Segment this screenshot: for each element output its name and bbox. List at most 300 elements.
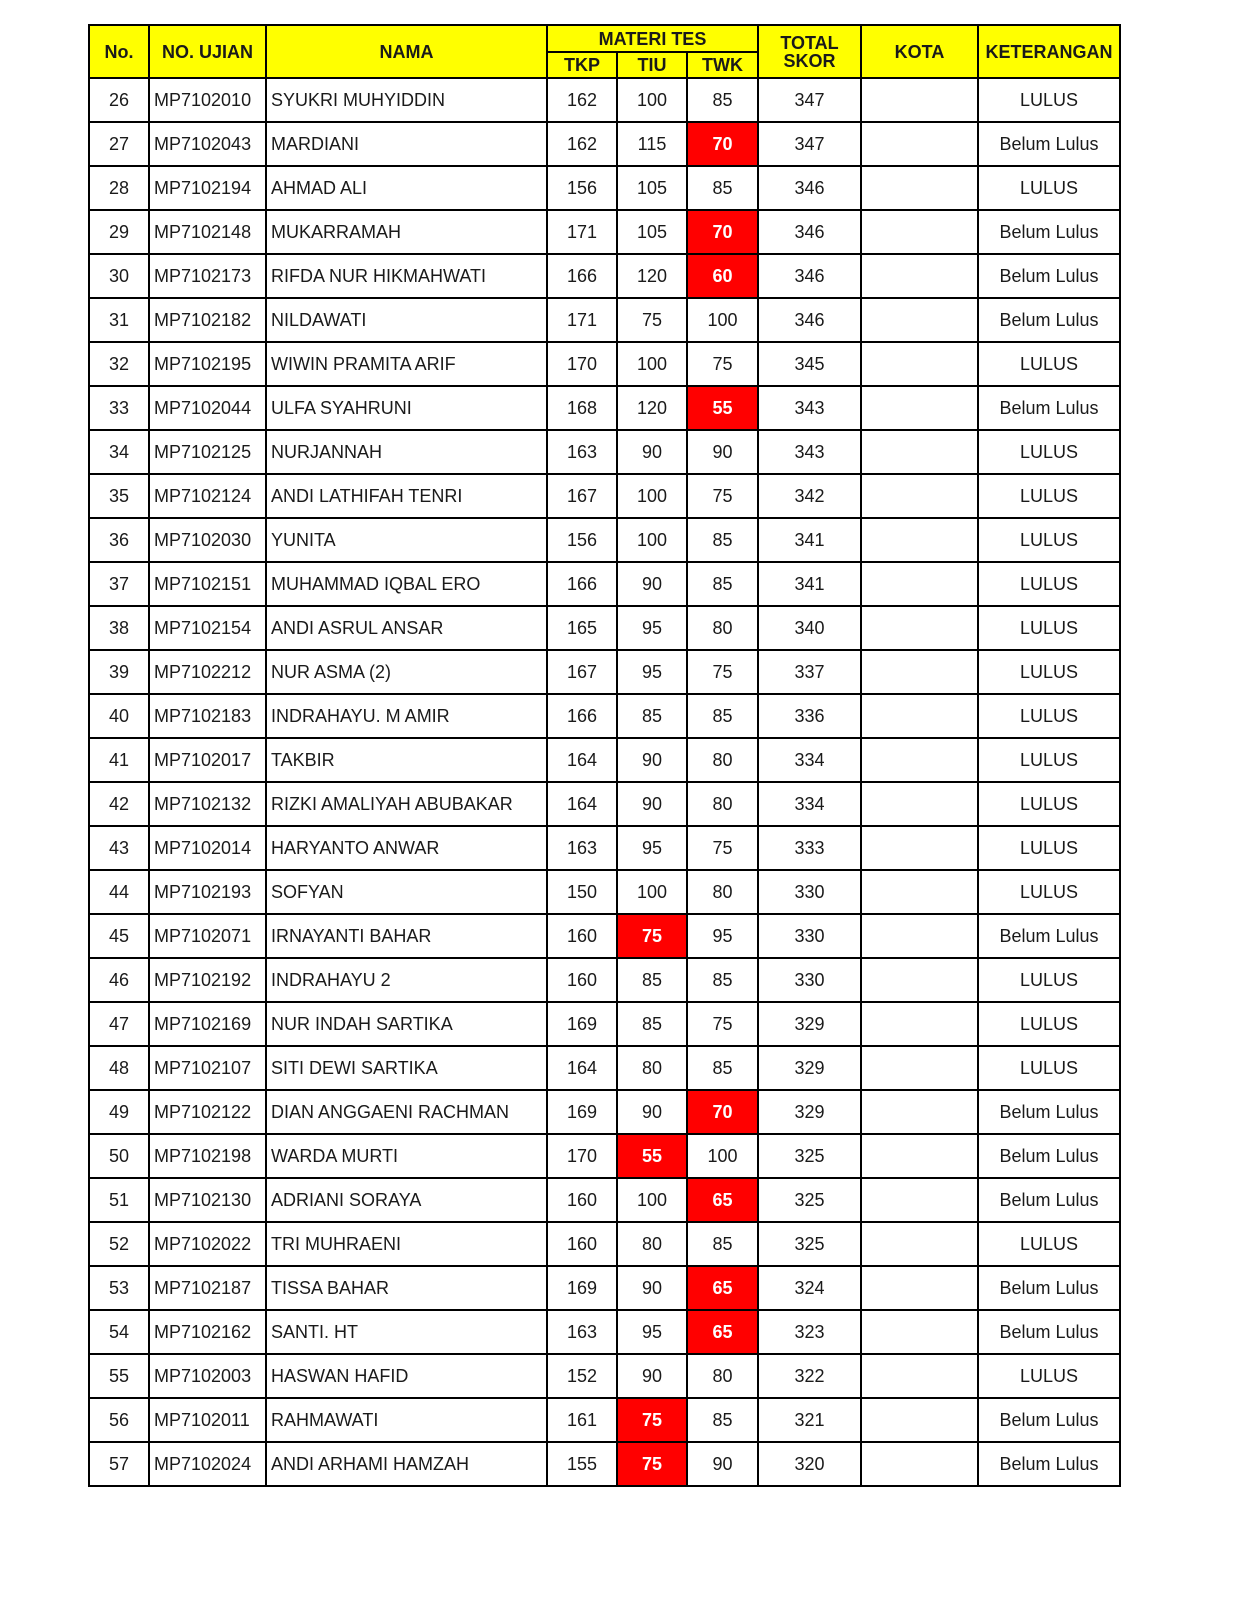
cell-twk: 65 <box>687 1178 758 1222</box>
cell-twk: 70 <box>687 122 758 166</box>
cell-twk: 75 <box>687 826 758 870</box>
cell-keterangan: LULUS <box>978 1354 1120 1398</box>
cell-no-ujian: MP7102124 <box>149 474 266 518</box>
header-tkp: TKP <box>547 52 617 78</box>
table-row <box>89 826 1120 870</box>
cell-no: 57 <box>89 1442 149 1486</box>
cell-no: 26 <box>89 78 149 122</box>
cell-no-ujian: MP7102212 <box>149 650 266 694</box>
cell-total-skor: 343 <box>758 430 861 474</box>
cell-total-skor: 323 <box>758 1310 861 1354</box>
cell-keterangan: LULUS <box>978 606 1120 650</box>
cell-kota <box>861 78 978 122</box>
cell-tiu: 100 <box>617 870 687 914</box>
table-row <box>89 430 1120 474</box>
cell-keterangan: Belum Lulus <box>978 298 1120 342</box>
cell-keterangan: Belum Lulus <box>978 1134 1120 1178</box>
cell-tiu: 105 <box>617 210 687 254</box>
cell-total-skor: 330 <box>758 914 861 958</box>
table-row <box>89 210 1120 254</box>
cell-no-ujian: MP7102151 <box>149 562 266 606</box>
cell-tkp: 163 <box>547 1310 617 1354</box>
cell-total-skor: 345 <box>758 342 861 386</box>
table-row <box>89 1134 1120 1178</box>
cell-no-ujian: MP7102003 <box>149 1354 266 1398</box>
table-row <box>89 1442 1120 1486</box>
cell-kota <box>861 1134 978 1178</box>
cell-kota <box>861 870 978 914</box>
cell-twk: 80 <box>687 738 758 782</box>
header-keterangan: KETERANGAN <box>978 25 1120 78</box>
cell-tiu: 90 <box>617 1354 687 1398</box>
cell-keterangan: Belum Lulus <box>978 1442 1120 1486</box>
table-row <box>89 342 1120 386</box>
cell-nama: MARDIANI <box>266 122 547 166</box>
cell-nama: YUNITA <box>266 518 547 562</box>
cell-twk: 80 <box>687 782 758 826</box>
cell-twk: 75 <box>687 650 758 694</box>
cell-tkp: 156 <box>547 518 617 562</box>
cell-tkp: 169 <box>547 1090 617 1134</box>
cell-tiu: 90 <box>617 430 687 474</box>
table-row <box>89 914 1120 958</box>
cell-nama: DIAN ANGGAENI RACHMAN <box>266 1090 547 1134</box>
cell-total-skor: 341 <box>758 562 861 606</box>
cell-kota <box>861 562 978 606</box>
cell-keterangan: LULUS <box>978 474 1120 518</box>
cell-nama: SYUKRI MUHYIDDIN <box>266 78 547 122</box>
cell-tkp: 166 <box>547 562 617 606</box>
table-row <box>89 386 1120 430</box>
cell-twk: 60 <box>687 254 758 298</box>
cell-keterangan: LULUS <box>978 826 1120 870</box>
cell-tkp: 167 <box>547 474 617 518</box>
cell-keterangan: Belum Lulus <box>978 210 1120 254</box>
cell-tkp: 165 <box>547 606 617 650</box>
cell-nama: MUHAMMAD IQBAL ERO <box>266 562 547 606</box>
cell-total-skor: 346 <box>758 166 861 210</box>
header-no-ujian: NO. UJIAN <box>149 25 266 78</box>
cell-tiu: 85 <box>617 694 687 738</box>
cell-no: 54 <box>89 1310 149 1354</box>
table-row <box>89 1002 1120 1046</box>
cell-nama: RIFDA NUR HIKMAHWATI <box>266 254 547 298</box>
cell-no-ujian: MP7102183 <box>149 694 266 738</box>
cell-tkp: 150 <box>547 870 617 914</box>
cell-no-ujian: MP7102030 <box>149 518 266 562</box>
table-row <box>89 1178 1120 1222</box>
cell-no-ujian: MP7102148 <box>149 210 266 254</box>
cell-kota <box>861 1398 978 1442</box>
cell-tkp: 160 <box>547 958 617 1002</box>
cell-nama: SOFYAN <box>266 870 547 914</box>
cell-twk: 95 <box>687 914 758 958</box>
cell-twk: 75 <box>687 474 758 518</box>
cell-keterangan: LULUS <box>978 738 1120 782</box>
cell-kota <box>861 606 978 650</box>
cell-kota <box>861 782 978 826</box>
cell-tiu: 90 <box>617 738 687 782</box>
cell-tkp: 162 <box>547 122 617 166</box>
cell-no: 39 <box>89 650 149 694</box>
cell-kota <box>861 1046 978 1090</box>
cell-tiu: 90 <box>617 782 687 826</box>
cell-twk: 85 <box>687 1046 758 1090</box>
cell-tkp: 161 <box>547 1398 617 1442</box>
cell-total-skor: 346 <box>758 210 861 254</box>
cell-tkp: 160 <box>547 1222 617 1266</box>
cell-total-skor: 330 <box>758 870 861 914</box>
table-row <box>89 474 1120 518</box>
cell-no-ujian: MP7102043 <box>149 122 266 166</box>
cell-tkp: 155 <box>547 1442 617 1486</box>
cell-total-skor: 347 <box>758 122 861 166</box>
cell-tkp: 163 <box>547 826 617 870</box>
cell-kota <box>861 210 978 254</box>
cell-no: 47 <box>89 1002 149 1046</box>
cell-tiu: 100 <box>617 1178 687 1222</box>
cell-nama: ANDI ASRUL ANSAR <box>266 606 547 650</box>
cell-kota <box>861 254 978 298</box>
cell-tkp: 169 <box>547 1266 617 1310</box>
cell-nama: SITI DEWI SARTIKA <box>266 1046 547 1090</box>
table-row <box>89 122 1120 166</box>
cell-kota <box>861 1266 978 1310</box>
cell-tiu: 120 <box>617 254 687 298</box>
cell-nama: NURJANNAH <box>266 430 547 474</box>
cell-no: 38 <box>89 606 149 650</box>
cell-no-ujian: MP7102195 <box>149 342 266 386</box>
cell-keterangan: Belum Lulus <box>978 1398 1120 1442</box>
cell-tkp: 166 <box>547 694 617 738</box>
cell-tkp: 170 <box>547 342 617 386</box>
cell-total-skor: 325 <box>758 1134 861 1178</box>
table-row <box>89 562 1120 606</box>
cell-no: 52 <box>89 1222 149 1266</box>
cell-kota <box>861 1354 978 1398</box>
cell-nama: TRI MUHRAENI <box>266 1222 547 1266</box>
cell-nama: INDRAHAYU 2 <box>266 958 547 1002</box>
cell-nama: MUKARRAMAH <box>266 210 547 254</box>
cell-twk: 80 <box>687 606 758 650</box>
cell-no-ujian: MP7102022 <box>149 1222 266 1266</box>
header-total-line2: SKOR <box>783 50 836 71</box>
cell-nama: ANDI LATHIFAH TENRI <box>266 474 547 518</box>
cell-kota <box>861 1090 978 1134</box>
cell-kota <box>861 1222 978 1266</box>
cell-twk: 85 <box>687 1222 758 1266</box>
cell-kota <box>861 914 978 958</box>
cell-total-skor: 347 <box>758 78 861 122</box>
cell-tkp: 168 <box>547 386 617 430</box>
cell-kota <box>861 694 978 738</box>
cell-twk: 65 <box>687 1310 758 1354</box>
cell-tkp: 167 <box>547 650 617 694</box>
cell-no: 49 <box>89 1090 149 1134</box>
cell-nama: SANTI. HT <box>266 1310 547 1354</box>
cell-no-ujian: MP7102125 <box>149 430 266 474</box>
cell-tiu: 100 <box>617 474 687 518</box>
cell-total-skor: 320 <box>758 1442 861 1486</box>
cell-no: 35 <box>89 474 149 518</box>
cell-tiu: 100 <box>617 78 687 122</box>
table-row <box>89 1310 1120 1354</box>
cell-kota <box>861 1178 978 1222</box>
cell-total-skor: 340 <box>758 606 861 650</box>
cell-kota <box>861 1442 978 1486</box>
table-row <box>89 1046 1120 1090</box>
cell-tiu: 105 <box>617 166 687 210</box>
cell-no: 29 <box>89 210 149 254</box>
cell-keterangan: Belum Lulus <box>978 1310 1120 1354</box>
cell-keterangan: Belum Lulus <box>978 386 1120 430</box>
cell-tiu: 115 <box>617 122 687 166</box>
cell-tiu: 80 <box>617 1046 687 1090</box>
table-row <box>89 1090 1120 1134</box>
table-row <box>89 1222 1120 1266</box>
cell-total-skor: 322 <box>758 1354 861 1398</box>
table-row <box>89 606 1120 650</box>
cell-kota <box>861 518 978 562</box>
header-materi-tes: MATERI TES <box>547 25 758 52</box>
cell-total-skor: 321 <box>758 1398 861 1442</box>
cell-no: 37 <box>89 562 149 606</box>
cell-keterangan: Belum Lulus <box>978 122 1120 166</box>
cell-keterangan: LULUS <box>978 650 1120 694</box>
cell-tiu: 100 <box>617 518 687 562</box>
cell-tkp: 152 <box>547 1354 617 1398</box>
cell-kota <box>861 474 978 518</box>
cell-total-skor: 329 <box>758 1046 861 1090</box>
cell-twk: 70 <box>687 210 758 254</box>
cell-total-skor: 329 <box>758 1002 861 1046</box>
cell-kota <box>861 430 978 474</box>
table-row <box>89 166 1120 210</box>
cell-keterangan: LULUS <box>978 342 1120 386</box>
cell-no-ujian: MP7102154 <box>149 606 266 650</box>
cell-no-ujian: MP7102071 <box>149 914 266 958</box>
cell-kota <box>861 1310 978 1354</box>
cell-keterangan: Belum Lulus <box>978 914 1120 958</box>
cell-tiu: 95 <box>617 1310 687 1354</box>
cell-nama: WARDA MURTI <box>266 1134 547 1178</box>
header-total-line1: TOTAL <box>780 32 839 53</box>
cell-twk: 85 <box>687 958 758 1002</box>
cell-tiu: 120 <box>617 386 687 430</box>
cell-no-ujian: MP7102130 <box>149 1178 266 1222</box>
cell-no: 45 <box>89 914 149 958</box>
cell-no: 50 <box>89 1134 149 1178</box>
cell-tiu: 75 <box>617 1398 687 1442</box>
cell-no-ujian: MP7102182 <box>149 298 266 342</box>
cell-keterangan: LULUS <box>978 1046 1120 1090</box>
cell-no: 40 <box>89 694 149 738</box>
cell-no: 53 <box>89 1266 149 1310</box>
cell-no-ujian: MP7102173 <box>149 254 266 298</box>
cell-total-skor: 325 <box>758 1178 861 1222</box>
header-total-skor <box>758 25 861 78</box>
cell-tkp: 163 <box>547 430 617 474</box>
cell-tiu: 100 <box>617 342 687 386</box>
header-tiu: TIU <box>617 52 687 78</box>
cell-total-skor: 341 <box>758 518 861 562</box>
cell-tkp: 169 <box>547 1002 617 1046</box>
cell-kota <box>861 298 978 342</box>
cell-no-ujian: MP7102132 <box>149 782 266 826</box>
cell-twk: 90 <box>687 430 758 474</box>
cell-tiu: 95 <box>617 826 687 870</box>
cell-nama: NUR INDAH SARTIKA <box>266 1002 547 1046</box>
cell-keterangan: LULUS <box>978 430 1120 474</box>
cell-no-ujian: MP7102122 <box>149 1090 266 1134</box>
table-row <box>89 782 1120 826</box>
cell-no-ujian: MP7102017 <box>149 738 266 782</box>
header-no: No. <box>89 25 149 78</box>
cell-tiu: 90 <box>617 562 687 606</box>
cell-tiu: 75 <box>617 914 687 958</box>
cell-no-ujian: MP7102044 <box>149 386 266 430</box>
cell-no: 51 <box>89 1178 149 1222</box>
cell-total-skor: 333 <box>758 826 861 870</box>
cell-no: 44 <box>89 870 149 914</box>
header-kota: KOTA <box>861 25 978 78</box>
cell-nama: ANDI ARHAMI HAMZAH <box>266 1442 547 1486</box>
cell-keterangan: LULUS <box>978 1002 1120 1046</box>
table-row <box>89 298 1120 342</box>
cell-tkp: 162 <box>547 78 617 122</box>
cell-tkp: 171 <box>547 298 617 342</box>
cell-keterangan: LULUS <box>978 562 1120 606</box>
cell-no: 30 <box>89 254 149 298</box>
cell-no-ujian: MP7102162 <box>149 1310 266 1354</box>
cell-tiu: 55 <box>617 1134 687 1178</box>
cell-kota <box>861 826 978 870</box>
cell-kota <box>861 1002 978 1046</box>
table-row <box>89 1266 1120 1310</box>
cell-no-ujian: MP7102107 <box>149 1046 266 1090</box>
cell-keterangan: LULUS <box>978 958 1120 1002</box>
cell-keterangan: LULUS <box>978 870 1120 914</box>
cell-no-ujian: MP7102187 <box>149 1266 266 1310</box>
cell-tkp: 171 <box>547 210 617 254</box>
table-row <box>89 518 1120 562</box>
cell-tiu: 90 <box>617 1090 687 1134</box>
cell-no-ujian: MP7102193 <box>149 870 266 914</box>
cell-tiu: 75 <box>617 298 687 342</box>
cell-no: 43 <box>89 826 149 870</box>
cell-total-skor: 336 <box>758 694 861 738</box>
cell-nama: IRNAYANTI BAHAR <box>266 914 547 958</box>
cell-tiu: 85 <box>617 958 687 1002</box>
cell-total-skor: 334 <box>758 738 861 782</box>
cell-no: 56 <box>89 1398 149 1442</box>
cell-nama: ULFA SYAHRUNI <box>266 386 547 430</box>
table-row <box>89 254 1120 298</box>
cell-twk: 100 <box>687 298 758 342</box>
cell-no: 32 <box>89 342 149 386</box>
cell-nama: TAKBIR <box>266 738 547 782</box>
cell-twk: 85 <box>687 1398 758 1442</box>
cell-tkp: 166 <box>547 254 617 298</box>
cell-tiu: 75 <box>617 1442 687 1486</box>
cell-keterangan: LULUS <box>978 1222 1120 1266</box>
cell-twk: 55 <box>687 386 758 430</box>
cell-tkp: 170 <box>547 1134 617 1178</box>
cell-no: 33 <box>89 386 149 430</box>
cell-no: 31 <box>89 298 149 342</box>
table-row <box>89 738 1120 782</box>
cell-twk: 85 <box>687 562 758 606</box>
cell-no: 48 <box>89 1046 149 1090</box>
table-row <box>89 694 1120 738</box>
cell-total-skor: 342 <box>758 474 861 518</box>
cell-total-skor: 329 <box>758 1090 861 1134</box>
cell-no-ujian: MP7102010 <box>149 78 266 122</box>
cell-keterangan: Belum Lulus <box>978 1178 1120 1222</box>
cell-tiu: 85 <box>617 1002 687 1046</box>
cell-twk: 70 <box>687 1090 758 1134</box>
cell-nama: NILDAWATI <box>266 298 547 342</box>
cell-no-ujian: MP7102194 <box>149 166 266 210</box>
cell-tiu: 80 <box>617 1222 687 1266</box>
cell-kota <box>861 958 978 1002</box>
cell-kota <box>861 738 978 782</box>
table-header <box>89 25 1120 78</box>
cell-no-ujian: MP7102024 <box>149 1442 266 1486</box>
cell-keterangan: Belum Lulus <box>978 1090 1120 1134</box>
cell-no-ujian: MP7102011 <box>149 1398 266 1442</box>
cell-total-skor: 325 <box>758 1222 861 1266</box>
cell-total-skor: 337 <box>758 650 861 694</box>
cell-no: 46 <box>89 958 149 1002</box>
cell-keterangan: LULUS <box>978 518 1120 562</box>
cell-nama: HARYANTO ANWAR <box>266 826 547 870</box>
cell-nama: RAHMAWATI <box>266 1398 547 1442</box>
cell-tkp: 164 <box>547 738 617 782</box>
cell-tiu: 95 <box>617 650 687 694</box>
cell-twk: 85 <box>687 518 758 562</box>
cell-tkp: 164 <box>547 1046 617 1090</box>
cell-kota <box>861 386 978 430</box>
cell-no: 42 <box>89 782 149 826</box>
cell-twk: 65 <box>687 1266 758 1310</box>
header-twk: TWK <box>687 52 758 78</box>
cell-nama: TISSA BAHAR <box>266 1266 547 1310</box>
cell-nama: ADRIANI SORAYA <box>266 1178 547 1222</box>
cell-keterangan: LULUS <box>978 78 1120 122</box>
cell-nama: AHMAD ALI <box>266 166 547 210</box>
cell-no-ujian: MP7102198 <box>149 1134 266 1178</box>
cell-no: 41 <box>89 738 149 782</box>
cell-nama: RIZKI AMALIYAH ABUBAKAR <box>266 782 547 826</box>
cell-tiu: 95 <box>617 606 687 650</box>
cell-kota <box>861 650 978 694</box>
cell-no: 27 <box>89 122 149 166</box>
cell-nama: NUR ASMA (2) <box>266 650 547 694</box>
cell-twk: 85 <box>687 166 758 210</box>
cell-twk: 80 <box>687 870 758 914</box>
cell-no: 34 <box>89 430 149 474</box>
cell-total-skor: 324 <box>758 1266 861 1310</box>
table-row <box>89 1354 1120 1398</box>
table-body <box>89 78 1120 1486</box>
cell-twk: 75 <box>687 342 758 386</box>
cell-keterangan: LULUS <box>978 694 1120 738</box>
cell-tkp: 160 <box>547 1178 617 1222</box>
cell-tkp: 164 <box>547 782 617 826</box>
cell-total-skor: 346 <box>758 298 861 342</box>
cell-twk: 85 <box>687 694 758 738</box>
